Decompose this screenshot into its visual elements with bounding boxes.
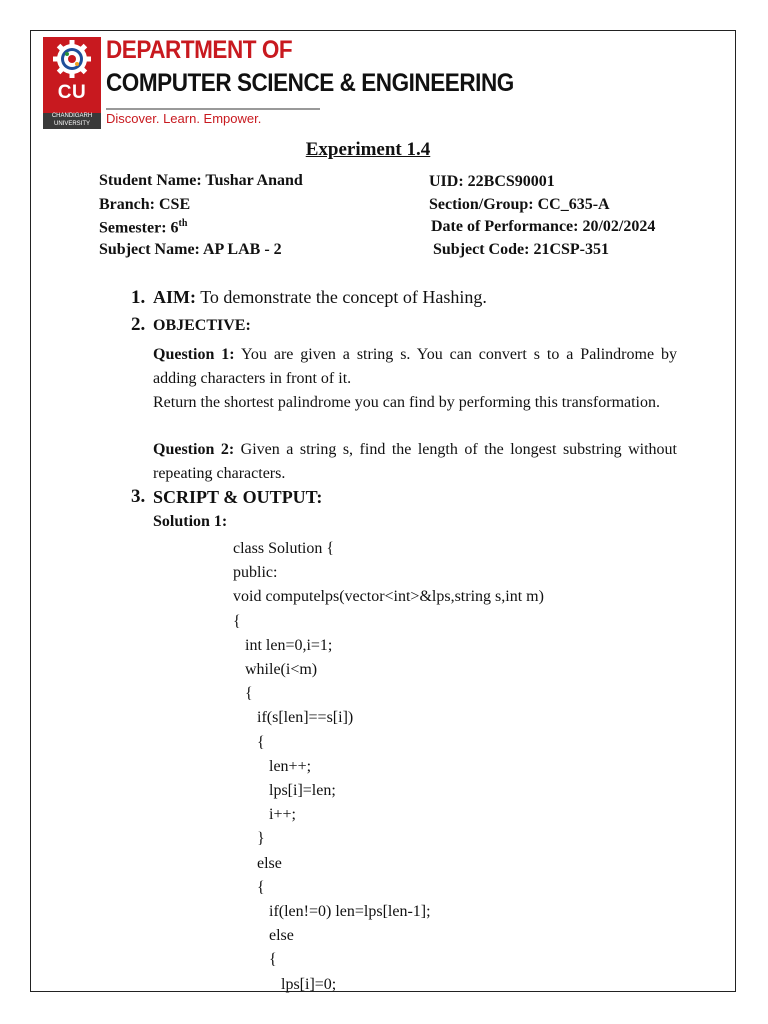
solution-1-label: Solution 1: [153, 513, 228, 530]
tagline: Discover. Learn. Empower. [106, 111, 262, 126]
code-line: int len=0,i=1; [233, 636, 333, 654]
date-of-performance: Date of Performance: 20/02/2024 [431, 218, 656, 235]
code-line: class Solution { [233, 540, 335, 557]
code-line: } [233, 830, 265, 848]
semester-suffix: th [178, 218, 188, 229]
question-2-text: Given a string s, find the length of the longest substring without repeating characters. [153, 441, 678, 482]
code-line: i++; [233, 806, 296, 824]
question-1 [153, 343, 677, 390]
program-heading: COMPUTER SCIENCE & ENGINEERING [106, 69, 514, 97]
code-block [233, 537, 544, 997]
aim-line [153, 287, 487, 308]
aim-number: 1. [131, 287, 146, 308]
code-line: lps[i]=0; [233, 975, 337, 993]
code-line: else [233, 854, 282, 872]
code-line: void computelps(vector<int>&lps,string s,int m) [233, 588, 544, 606]
document-page [30, 30, 736, 992]
code-line: { [233, 685, 253, 703]
logo-university-text: CHANDIGARH UNIVERSITY [43, 113, 101, 129]
question-1-return: Return the shortest palindrome you can find by performing this transformation. [153, 394, 660, 411]
semester-text: Semester: 6 [99, 219, 179, 237]
code-line: while(i<m) [233, 661, 318, 679]
code-line: { [233, 951, 277, 969]
code-line: public: [233, 564, 278, 582]
student-name: Student Name: Tushar Anand [99, 172, 303, 189]
header-divider [106, 108, 320, 110]
objective-number: 2. [131, 314, 146, 335]
code-line: if(s[len]==s[i]) [233, 709, 354, 727]
experiment-title: Experiment 1.4 [305, 139, 431, 160]
question-2 [153, 438, 677, 485]
section-group: Section/Group: CC_635-A [429, 196, 610, 213]
script-output-label: SCRIPT & OUTPUT: [153, 487, 323, 507]
cu-logo [43, 37, 101, 129]
code-line: len++; [233, 757, 312, 775]
semester [99, 218, 187, 237]
aim-label: AIM: [153, 287, 196, 307]
question-2-label: Question 2: [153, 441, 235, 458]
script-number: 3. [131, 486, 146, 507]
subject-code: Subject Code: 21CSP-351 [433, 241, 609, 258]
branch: Branch: CSE [99, 196, 191, 213]
code-line: else [233, 927, 294, 945]
objective-label: OBJECTIVE: [153, 317, 251, 334]
subject-name: Subject Name: AP LAB - 2 [99, 241, 282, 258]
gear-emblem-icon [43, 37, 101, 85]
code-line: if(len!=0) len=lps[len-1]; [233, 903, 431, 921]
department-heading: DEPARTMENT OF [106, 36, 293, 64]
logo-cu-text: CU [57, 82, 87, 103]
question-1-label: Question 1: [153, 346, 235, 363]
code-line: { [233, 878, 265, 896]
aim-text: To demonstrate the concept of Hashing. [200, 287, 487, 307]
code-line: lps[i]=len; [233, 782, 336, 800]
code-line: { [233, 733, 265, 751]
question-1-text: You are given a string s. You can convert s to a Palindrome by adding characters in front of it. [153, 346, 677, 387]
uid: UID: 22BCS90001 [429, 173, 555, 190]
code-line: { [233, 612, 241, 630]
